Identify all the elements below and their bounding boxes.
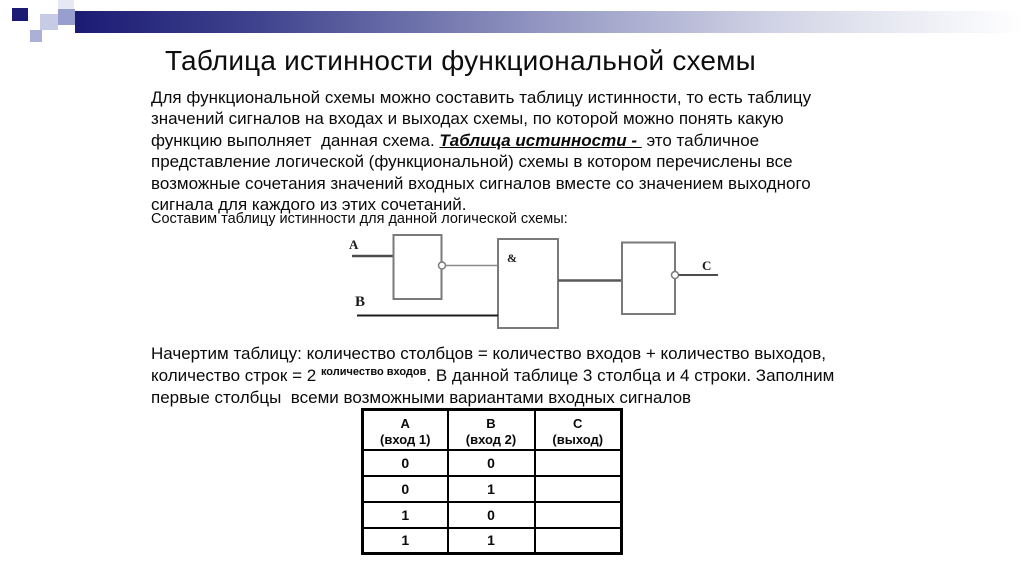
truth-table-header-row [363, 410, 622, 450]
header-c-letter: С [573, 415, 583, 431]
cell-r2-b: 1 [448, 476, 535, 502]
deco-square-small-low [30, 30, 42, 42]
cell-r1-a: 0 [363, 450, 448, 476]
instr-line-2-post: . В данной таблице 3 столбца и 4 строки. Заполним [426, 366, 835, 385]
input-b-label: B [355, 294, 366, 310]
deco-square-light-mid [40, 14, 58, 30]
instr-line-1: Начертим таблицу: количество столбцов = количество входов + количество выходов, [151, 344, 826, 363]
deco-square-light-top [58, 0, 74, 9]
and-gate-symbol: & [507, 251, 517, 265]
cell-r3-a: 1 [363, 502, 448, 528]
not-gate-2-inversion-bubble [672, 272, 679, 279]
cell-r2-c [535, 476, 622, 502]
cell-r1-b: 0 [448, 450, 535, 476]
page-title: Таблица истинности функциональной схемы [165, 45, 756, 76]
cell-r4-a: 1 [363, 528, 448, 554]
cell-r3-b: 0 [448, 502, 535, 528]
cell-r3-c [535, 502, 622, 528]
deco-square-mid-right [58, 9, 75, 25]
logic-circuit-diagram [338, 228, 738, 338]
exponent-inputs-count: количество входов [320, 366, 427, 378]
circuit-caption: Составим таблицу истинности для данной логической схемы: [151, 211, 568, 227]
truth-table [361, 408, 623, 555]
table-instructions-paragraph [151, 343, 834, 409]
header-cell-c [535, 410, 622, 450]
intro-line-3-post: это табличное [641, 130, 760, 150]
intro-line-3 [151, 130, 811, 151]
header-a-sub: (вход 1) [380, 431, 431, 447]
intro-line-6: сигнала для каждого из этих сочетаний. [151, 195, 467, 215]
cell-r4-c [535, 528, 622, 554]
cell-r1-c [535, 450, 622, 476]
header-b-sub: (вход 2) [465, 431, 517, 447]
table-row [363, 528, 622, 554]
header-cell-a [363, 410, 448, 450]
header-b-letter: В [486, 415, 496, 431]
header-a-letter: А [400, 415, 410, 431]
table-row [363, 502, 622, 528]
input-a-label: A [349, 237, 359, 252]
intro-line-4: представление логической (функциональной) схемы в котором перечислены все [151, 152, 793, 172]
cell-r2-a: 0 [363, 476, 448, 502]
not-gate-1-inversion-bubble [439, 262, 446, 269]
output-c-label: C [702, 258, 712, 273]
table-row [363, 476, 622, 502]
instr-line-3: первые столбцы всеми возможными вариантами входных сигналов [151, 388, 692, 407]
intro-line-1: Для функциональной схемы можно составить таблицу истинности, то есть таблицу [151, 88, 812, 107]
header-cell-b [448, 410, 535, 450]
instr-line-2 [151, 365, 834, 387]
not-gate-1 [394, 235, 442, 299]
intro-paragraph [151, 87, 811, 215]
instr-line-2-pre: количество строк = 2 [151, 366, 321, 385]
term-truth-table: Таблица истинности - [439, 130, 642, 150]
intro-line-2: значений сигналов на входах и выходах схемы, по которой можно понять какую [151, 109, 784, 129]
intro-line-3-pre: функцию выполняет данная схема. [151, 130, 440, 150]
deco-square-dark [12, 8, 28, 21]
not-gate-2 [622, 243, 675, 315]
table-row [363, 450, 622, 476]
header-gradient-bar [75, 11, 1024, 33]
intro-line-5: возможные сочетания значений входных сигналов вместе со значением выходного [151, 173, 811, 193]
header-c-sub: (выход) [552, 431, 604, 447]
cell-r4-b: 1 [448, 528, 535, 554]
